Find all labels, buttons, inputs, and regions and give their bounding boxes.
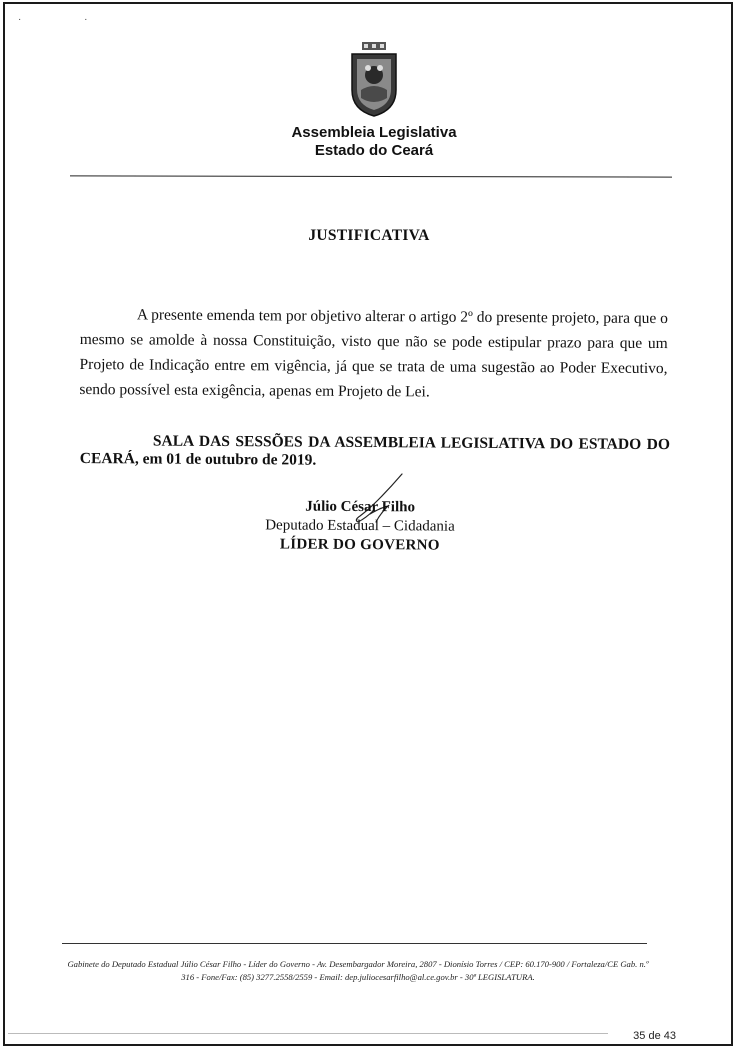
bottom-divider: [8, 1033, 608, 1034]
footer-address: Gabinete do Deputado Estadual Júlio César Filho - Líder do Governo - Av. Desembargador Moreira, 2807 - Dionísio Torres / CEP: 60.170-900 / Fortaleza/CE Gab. n.º 316 - Fone/Fax: (85) 3277.2558/2559 - Email: dep.juliocesarfilho@al.ce.gov.br - 30ª LEGISLATURA.: [67, 959, 649, 982]
session-statement: [80, 432, 670, 472]
organization-header: [0, 124, 738, 160]
organization-state: Estado do Ceará: [314, 142, 434, 159]
signer-name: Júlio César Filho: [305, 498, 416, 516]
justification-text: [79, 302, 668, 406]
signer-role: Deputado Estadual – Cidadania: [265, 517, 455, 535]
page-number: 35 de 43: [633, 1030, 676, 1042]
session-paragraph: SALA DAS SESSÕES DA ASSEMBLEIA LEGISLATIVA DO ESTADO DO CEARÁ, em 01 de outubro de 2019.: [79, 432, 670, 469]
signature-block: [230, 497, 490, 556]
organization-name: Assembleia Legislativa: [291, 124, 457, 141]
document-title: JUSTIFICATIVA: [308, 227, 430, 244]
justification-paragraph: A presente emenda tem por objetivo alterar o artigo 2º do presente projeto, para que o mesmo se amolde à nossa Constituição, visto que não se pode estipular prazo para que um Projeto de Indicação entre em vigência, já que se trata de uma sugestão ao Poder Executivo, sendo possível esta exigência, apenas em Projeto de Lei.: [79, 306, 668, 401]
footer-divider: [62, 943, 647, 944]
scan-marks: · ·: [18, 14, 118, 25]
signer-title: LÍDER DO GOVERNO: [279, 536, 440, 554]
state-coat-of-arms-icon: [344, 40, 404, 118]
